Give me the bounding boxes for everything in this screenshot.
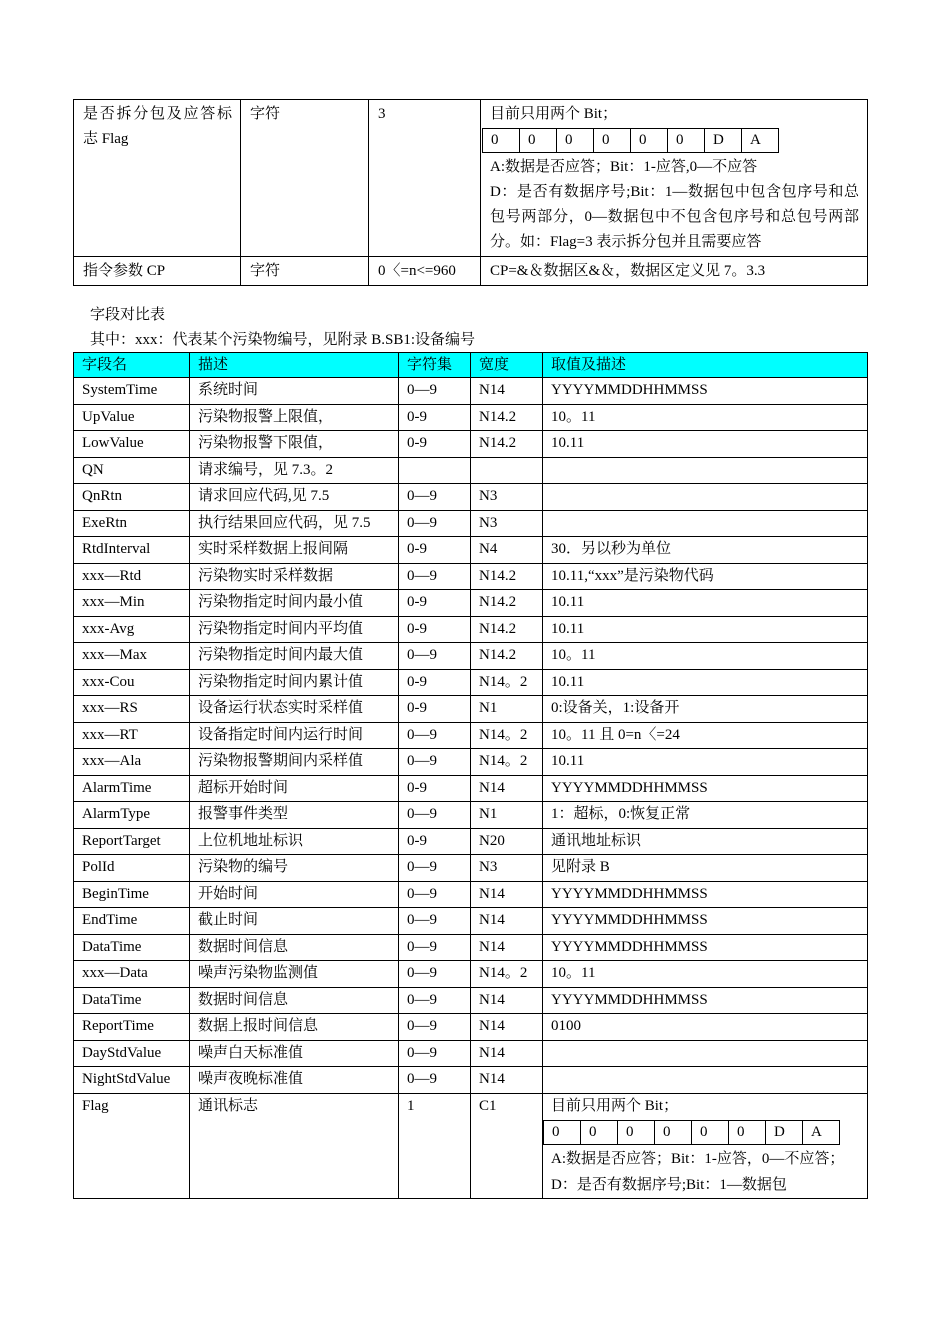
cell-value bbox=[543, 1067, 868, 1094]
cell-description: 污染物实时采样数据 bbox=[190, 563, 399, 590]
cell-value: 10.11 bbox=[543, 616, 868, 643]
table-row bbox=[74, 643, 868, 670]
cell-width: N14 bbox=[471, 987, 543, 1014]
cell-description: 污染物的编号 bbox=[190, 855, 399, 882]
cell-width: N20 bbox=[471, 828, 543, 855]
cell-description: 系统时间 bbox=[190, 378, 399, 405]
cell-value: 10.11,“xxx”是污染物代码 bbox=[543, 563, 868, 590]
bit-cell: D bbox=[766, 1121, 803, 1145]
field-name-cell: 是否拆分包及应答标志 Flag bbox=[74, 100, 241, 257]
cell-field-name: BeginTime bbox=[74, 881, 190, 908]
cell-width: N14 bbox=[471, 934, 543, 961]
cell-field-name: RtdInterval bbox=[74, 537, 190, 564]
cell-description: 超标开始时间 bbox=[190, 775, 399, 802]
cell-field-name: LowValue bbox=[74, 431, 190, 458]
bit-cell: A bbox=[742, 129, 779, 153]
cell-value: YYYYMMDDHHMMSS bbox=[543, 908, 868, 935]
table-row bbox=[74, 590, 868, 617]
header-row bbox=[74, 353, 868, 378]
cell-charset: 0—9 bbox=[399, 378, 471, 405]
field-desc-cell: CP=&＆数据区&＆，数据区定义见 7。3.3 bbox=[481, 257, 868, 286]
table-row bbox=[74, 987, 868, 1014]
cell-description: 设备指定时间内运行时间 bbox=[190, 722, 399, 749]
cell-charset: 0—9 bbox=[399, 563, 471, 590]
table-row bbox=[74, 563, 868, 590]
cell-description: 开始时间 bbox=[190, 881, 399, 908]
cell-description: 报警事件类型 bbox=[190, 802, 399, 829]
cell-width: N14 bbox=[471, 775, 543, 802]
cell-value: YYYYMMDDHHMMSS bbox=[543, 987, 868, 1014]
cell-charset: 0-9 bbox=[399, 616, 471, 643]
table-row bbox=[74, 722, 868, 749]
bit-row bbox=[544, 1121, 840, 1145]
cell-description: 噪声污染物监测值 bbox=[190, 961, 399, 988]
table-body bbox=[74, 378, 868, 1199]
cell-charset: 0-9 bbox=[399, 775, 471, 802]
bit-d-description: D：是否有数据序号;Bit：1—数据包中包含包序号和总包号两部分，0—数据包中不包含包序号和总包号两部分。如：Flag=3 表示拆分包并且需要应答 bbox=[490, 184, 859, 250]
cell-charset: 0—9 bbox=[399, 643, 471, 670]
cell-width: N14.2 bbox=[471, 431, 543, 458]
cell-value: 10.11 bbox=[543, 749, 868, 776]
cell-width: N3 bbox=[471, 855, 543, 882]
bit-layout-table bbox=[543, 1120, 840, 1145]
cell-value: 10。11 bbox=[543, 961, 868, 988]
field-width-cell: 3 bbox=[369, 100, 481, 257]
cell-field-name: xxx—Min bbox=[74, 590, 190, 617]
cell-charset: 0—9 bbox=[399, 510, 471, 537]
bit-cell: 0 bbox=[483, 129, 520, 153]
table-row bbox=[74, 404, 868, 431]
header-width: 宽度 bbox=[471, 353, 543, 378]
cell-description: 噪声夜晚标准值 bbox=[190, 1067, 399, 1094]
table-row bbox=[74, 510, 868, 537]
cell-field-name: DataTime bbox=[74, 987, 190, 1014]
cell-value: 通讯地址标识 bbox=[543, 828, 868, 855]
header-value: 取值及描述 bbox=[543, 353, 868, 378]
cell-value bbox=[543, 1040, 868, 1067]
cell-charset: 0—9 bbox=[399, 961, 471, 988]
cell-value: 10.11 bbox=[543, 669, 868, 696]
cell-field-name: xxx—RS bbox=[74, 696, 190, 723]
cell-field-name: UpValue bbox=[74, 404, 190, 431]
bit-cell: 0 bbox=[692, 1121, 729, 1145]
cell-charset: 0-9 bbox=[399, 696, 471, 723]
cell-charset: 0—9 bbox=[399, 802, 471, 829]
cell-field-name: xxx-Avg bbox=[74, 616, 190, 643]
cell-width: N14.2 bbox=[471, 590, 543, 617]
cell-width: N14 bbox=[471, 881, 543, 908]
cell-description: 执行结果回应代码，见 7.5 bbox=[190, 510, 399, 537]
cell-width: N3 bbox=[471, 510, 543, 537]
cell-field-name: xxx—Rtd bbox=[74, 563, 190, 590]
table-row bbox=[74, 1014, 868, 1041]
table-row bbox=[74, 1067, 868, 1094]
field-desc-cell bbox=[481, 100, 868, 257]
cell-value: 1：超标，0:恢复正常 bbox=[543, 802, 868, 829]
cell-charset: 0—9 bbox=[399, 934, 471, 961]
bit-cell: 0 bbox=[581, 1121, 618, 1145]
field-width-cell: 0〈=n<=960 bbox=[369, 257, 481, 286]
cell-charset: 0-9 bbox=[399, 669, 471, 696]
cell-value: 10.11 bbox=[543, 590, 868, 617]
cell-charset: 0—9 bbox=[399, 484, 471, 511]
cell-field-name: xxx—Max bbox=[74, 643, 190, 670]
table-row bbox=[74, 431, 868, 458]
flag-detail-text: A:数据是否应答；Bit：1-应答，0—不应答；D：是否有数据序号;Bit：1—数据包 bbox=[551, 1151, 845, 1193]
bit-usage-text: 目前只用两个 Bit； bbox=[490, 106, 618, 122]
table-row bbox=[74, 484, 868, 511]
packet-flag-table bbox=[73, 99, 868, 286]
cell-value bbox=[543, 1093, 868, 1199]
cell-charset: 0-9 bbox=[399, 404, 471, 431]
cell-description: 污染物指定时间内累计值 bbox=[190, 669, 399, 696]
cell-description: 污染物报警上限值， bbox=[190, 404, 399, 431]
cell-width: N4 bbox=[471, 537, 543, 564]
cell-field-name: QN bbox=[74, 457, 190, 484]
header-description: 描述 bbox=[190, 353, 399, 378]
cell-description: 污染物报警期间内采样值 bbox=[190, 749, 399, 776]
table-row bbox=[74, 257, 868, 286]
cell-value bbox=[543, 457, 868, 484]
cell-width: N14.2 bbox=[471, 643, 543, 670]
cell-field-name: ReportTarget bbox=[74, 828, 190, 855]
cell-field-name: xxx—Data bbox=[74, 961, 190, 988]
table-note: 其中：xxx：代表某个污染物编号，见附录 B.SB1:设备编号 bbox=[90, 332, 476, 348]
table-row bbox=[74, 828, 868, 855]
cell-charset: 0-9 bbox=[399, 828, 471, 855]
cell-field-name: PolId bbox=[74, 855, 190, 882]
cell-charset: 0—9 bbox=[399, 881, 471, 908]
bit-cell: A bbox=[803, 1121, 840, 1145]
header-charset: 字符集 bbox=[399, 353, 471, 378]
cell-description: 污染物指定时间内最大值 bbox=[190, 643, 399, 670]
field-type-cell: 字符 bbox=[241, 257, 369, 286]
table-row bbox=[74, 802, 868, 829]
cell-width: N14.2 bbox=[471, 616, 543, 643]
cell-width: N14.2 bbox=[471, 563, 543, 590]
cell-field-name: ReportTime bbox=[74, 1014, 190, 1041]
cell-width: N14。2 bbox=[471, 961, 543, 988]
table-row bbox=[74, 908, 868, 935]
table-row bbox=[74, 855, 868, 882]
cell-charset: 0—9 bbox=[399, 1067, 471, 1094]
cell-charset: 0-9 bbox=[399, 537, 471, 564]
table-caption: 字段对比表 bbox=[90, 307, 166, 323]
cell-field-name: DataTime bbox=[74, 934, 190, 961]
field-name-cell: 指令参数 CP bbox=[74, 257, 241, 286]
table-row bbox=[74, 457, 868, 484]
cell-value: 10.11 bbox=[543, 431, 868, 458]
cell-description: 数据上报时间信息 bbox=[190, 1014, 399, 1041]
cell-width: N14.2 bbox=[471, 404, 543, 431]
table-row bbox=[74, 934, 868, 961]
cell-field-name: NightStdValue bbox=[74, 1067, 190, 1094]
cell-value: YYYYMMDDHHMMSS bbox=[543, 775, 868, 802]
table-row bbox=[74, 100, 868, 257]
bit-cell: 0 bbox=[520, 129, 557, 153]
cell-value: 见附录 B bbox=[543, 855, 868, 882]
cell-width bbox=[471, 457, 543, 484]
cell-value: 0:设备关，1:设备开 bbox=[543, 696, 868, 723]
cell-description: 请求回应代码,见 7.5 bbox=[190, 484, 399, 511]
cell-width: N14 bbox=[471, 1040, 543, 1067]
field-type-cell: 字符 bbox=[241, 100, 369, 257]
cell-description: 截止时间 bbox=[190, 908, 399, 935]
cell-value: YYYYMMDDHHMMSS bbox=[543, 378, 868, 405]
cell-width: N14 bbox=[471, 1014, 543, 1041]
cell-field-name: SystemTime bbox=[74, 378, 190, 405]
cell-field-name: EndTime bbox=[74, 908, 190, 935]
bit-cell: 0 bbox=[557, 129, 594, 153]
cell-description: 实时采样数据上报间隔 bbox=[190, 537, 399, 564]
cell-field-name: AlarmType bbox=[74, 802, 190, 829]
bit-cell: 0 bbox=[618, 1121, 655, 1145]
cell-description: 请求编号，见 7.3。2 bbox=[190, 457, 399, 484]
table-row bbox=[74, 378, 868, 405]
header-field-name: 字段名 bbox=[74, 353, 190, 378]
cell-field-name: ExeRtn bbox=[74, 510, 190, 537]
cell-field-name: xxx—RT bbox=[74, 722, 190, 749]
cell-charset: 1 bbox=[399, 1093, 471, 1199]
bit-row bbox=[483, 129, 779, 153]
bit-cell: D bbox=[705, 129, 742, 153]
table-row bbox=[74, 537, 868, 564]
cell-charset: 0—9 bbox=[399, 1014, 471, 1041]
cell-value: 10。11 bbox=[543, 643, 868, 670]
table-row bbox=[74, 669, 868, 696]
cell-value: 10。11 bbox=[543, 404, 868, 431]
bit-cell: 0 bbox=[655, 1121, 692, 1145]
cell-field-name: AlarmTime bbox=[74, 775, 190, 802]
table-row bbox=[74, 881, 868, 908]
bit-cell: 0 bbox=[668, 129, 705, 153]
cell-width: N1 bbox=[471, 802, 543, 829]
cell-value: 10。11 且 0=n〈=24 bbox=[543, 722, 868, 749]
table-row bbox=[74, 749, 868, 776]
cell-description: 数据时间信息 bbox=[190, 934, 399, 961]
cell-width: N14。2 bbox=[471, 749, 543, 776]
cell-description: 噪声白天标准值 bbox=[190, 1040, 399, 1067]
cell-description: 通讯标志 bbox=[190, 1093, 399, 1199]
bit-usage-text: 目前只用两个 Bit； bbox=[551, 1097, 679, 1114]
bit-cell: 0 bbox=[544, 1121, 581, 1145]
cell-field-name: DayStdValue bbox=[74, 1040, 190, 1067]
cell-value bbox=[543, 484, 868, 511]
cell-description: 污染物报警下限值， bbox=[190, 431, 399, 458]
cell-value: YYYYMMDDHHMMSS bbox=[543, 934, 868, 961]
cell-charset: 0—9 bbox=[399, 1040, 471, 1067]
cell-charset: 0-9 bbox=[399, 590, 471, 617]
cell-charset: 0—9 bbox=[399, 987, 471, 1014]
cell-value: 30．另以秒为单位 bbox=[543, 537, 868, 564]
cell-width: C1 bbox=[471, 1093, 543, 1199]
cell-width: N14 bbox=[471, 378, 543, 405]
cell-width: N14 bbox=[471, 1067, 543, 1094]
cell-field-name: xxx-Cou bbox=[74, 669, 190, 696]
cell-charset: 0-9 bbox=[399, 431, 471, 458]
table-row bbox=[74, 961, 868, 988]
cell-field-name: QnRtn bbox=[74, 484, 190, 511]
field-comparison-table bbox=[73, 352, 868, 1199]
bit-layout-table bbox=[482, 128, 779, 153]
cell-width: N14 bbox=[471, 908, 543, 935]
bit-cell: 0 bbox=[631, 129, 668, 153]
bit-a-description: A:数据是否应答；Bit：1-应答,0—不应答 bbox=[490, 159, 758, 175]
cell-width: N3 bbox=[471, 484, 543, 511]
cell-value bbox=[543, 510, 868, 537]
cell-width: N14。2 bbox=[471, 722, 543, 749]
cell-width: N1 bbox=[471, 696, 543, 723]
cell-charset: 0—9 bbox=[399, 749, 471, 776]
bit-cell: 0 bbox=[594, 129, 631, 153]
cell-field-name: xxx—Ala bbox=[74, 749, 190, 776]
cell-description: 污染物指定时间内最小值 bbox=[190, 590, 399, 617]
table-row bbox=[74, 775, 868, 802]
cell-description: 设备运行状态实时采样值 bbox=[190, 696, 399, 723]
table-row bbox=[74, 616, 868, 643]
table-row bbox=[74, 696, 868, 723]
cell-field-name: Flag bbox=[74, 1093, 190, 1199]
cell-charset: 0—9 bbox=[399, 855, 471, 882]
table-row bbox=[74, 1040, 868, 1067]
cell-value: 0100 bbox=[543, 1014, 868, 1041]
table-row bbox=[74, 1093, 868, 1199]
cell-charset: 0—9 bbox=[399, 908, 471, 935]
cell-description: 上位机地址标识 bbox=[190, 828, 399, 855]
cell-description: 数据时间信息 bbox=[190, 987, 399, 1014]
cell-value: YYYYMMDDHHMMSS bbox=[543, 881, 868, 908]
cell-charset bbox=[399, 457, 471, 484]
cell-charset: 0—9 bbox=[399, 722, 471, 749]
bit-cell: 0 bbox=[729, 1121, 766, 1145]
cell-description: 污染物指定时间内平均值 bbox=[190, 616, 399, 643]
cell-width: N14。2 bbox=[471, 669, 543, 696]
